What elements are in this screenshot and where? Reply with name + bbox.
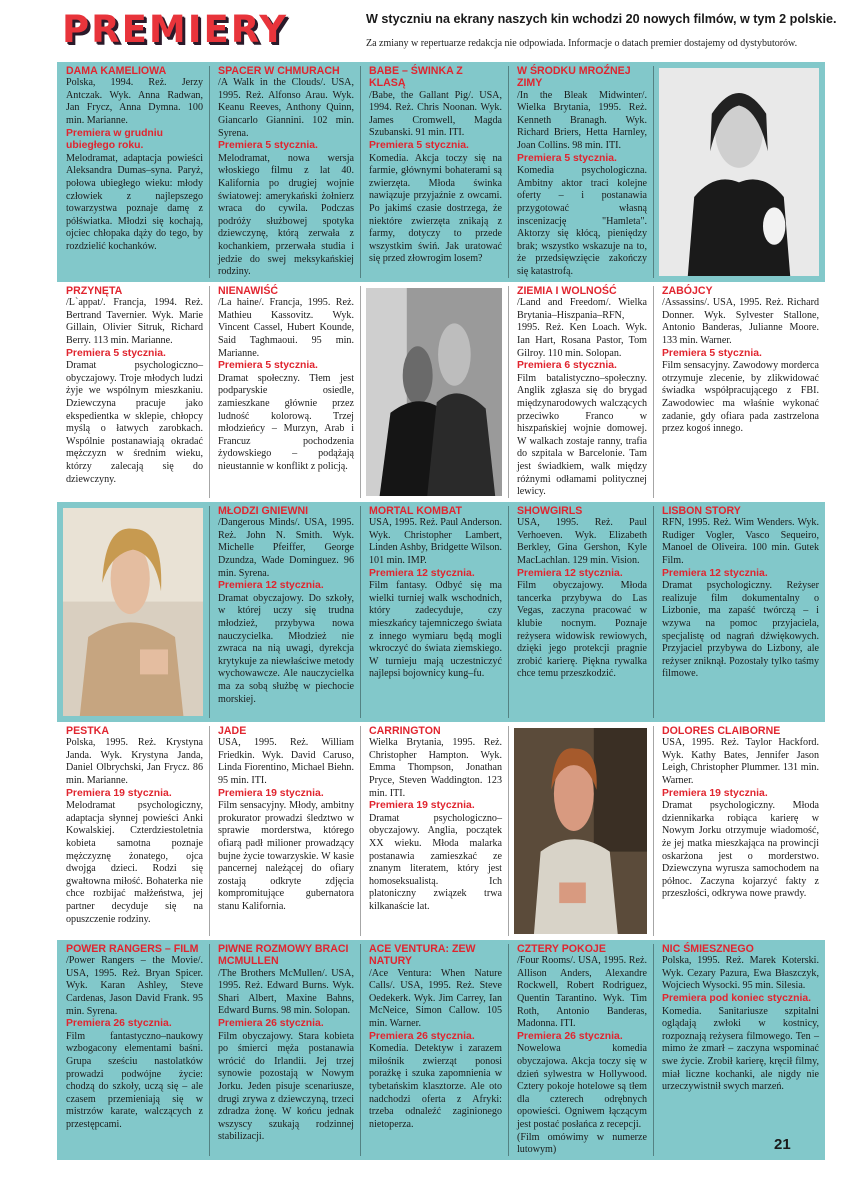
film-entry <box>508 502 653 722</box>
kathy-bates-photo <box>514 728 647 934</box>
film-credits: /Power Rangers – the Movie/. USA, 1995. Reż. Bryan Spicer. Wyk. Karan Ashley, Steve Cardenas, Jason David Frank. 95 min. Syrena. <box>66 955 203 1017</box>
column-divider <box>653 66 654 278</box>
column-divider <box>209 944 210 1156</box>
column-divider <box>508 726 509 936</box>
film-description: Komedia. Sanitariusze szpitalni oglądają zwłoki w kostnicy, rozpoznają reżysera filmowego. Ten – mimo że zmarł – zaczyna wspominać swe życie. Zrobił karierę, kręcił filmy, miał liczne kochanki, ale nigdy nie urzeczywistnił swych marzeń. <box>662 1005 819 1093</box>
film-title: BABE – ŚWINKA Z KLASĄ <box>369 65 463 90</box>
premiere-date: Premiera 6 stycznia. <box>517 360 617 372</box>
film-title: POWER RANGERS – FILM <box>66 943 199 955</box>
film-title: CZTERY POKOJE <box>517 943 606 955</box>
la-haine-film-still-photo <box>366 288 502 496</box>
film-description: Film batalistyczno–społeczny. Anglik zgłasza się do brygad międzynarodowych walczących przeciwko Franco w hiszpańskiej wojnie domowej. W walkach zostaje ranny, trafia do szpitala w Barcelonie. Tam jest świadkiem, walk między różnymi odłamami politycznej lewicy. <box>517 372 647 498</box>
section-logo: PREMIERY <box>62 8 289 51</box>
premiere-date: Premiera 12 stycznia. <box>662 567 768 579</box>
film-title: W ŚRODKU MROŹNEJ ZIMY <box>517 65 631 90</box>
premiere-date: Premiera 19 stycznia. <box>662 787 768 799</box>
premiere-date: Premiera 19 stycznia. <box>218 787 324 799</box>
film-entry <box>360 940 508 1160</box>
film-credits: /A Walk in the Clouds/. USA, 1995. Reż. Alfonso Arau. Wyk. Keanu Reeves, Anthony Quinn, Giancarlo Giannini. 102 min. Syrena. <box>218 77 354 139</box>
premiere-date: Premiera 5 stycznia. <box>517 152 617 164</box>
film-note: (Film omówimy w numerze lutowym) <box>517 1131 647 1156</box>
film-credits: Polska, 1995. Reż. Marek Koterski. Wyk. Cezary Pazura, Ewa Błaszczyk, Wojciech Wysocki. 95 min. Silesia. <box>662 955 819 992</box>
film-title: MORTAL KOMBAT <box>369 505 462 517</box>
film-credits: Wielka Brytania, 1995. Reż. Christopher Hampton. Wyk. Emma Thompson, Jonathan Pryce, Steven Waddington. 123 min. ITI. <box>369 737 502 799</box>
column-divider <box>209 506 210 718</box>
film-credits: /Babe, the Gallant Pig/. USA, 1994. Reż. Chris Noonan. Wyk. James Cromwell, Magda Szubanski. 91 min. ITI. <box>369 89 502 139</box>
film-credits: USA, 1995. Reż. William Friedkin. Wyk. David Caruso, Linda Fiorentino, Michael Biehn. 95 min. ITI. <box>218 737 354 787</box>
column-divider <box>360 66 361 278</box>
premiere-date: Premiera pod koniec stycznia. <box>662 993 811 1005</box>
film-entry <box>209 62 360 282</box>
disclaimer: Za zmiany w repertuarze redakcja nie odpowiada. Informacje o datach premier dostajemy od dystybutorów. <box>366 38 798 49</box>
premiere-date: Premiera 5 stycznia. <box>662 347 762 359</box>
film-entry <box>653 282 825 502</box>
film-entry <box>508 940 653 1160</box>
premiere-date: Premiera 5 stycznia. <box>369 139 469 151</box>
film-title: NIC ŚMIESZNEGO <box>662 943 754 955</box>
film-description: Melodramat psychologiczny, adaptacja słynnej powieści Anki Kowalskiej. Czterdziestoletnia kobieta samotna poznaje mężczyznę żonatego, ojca dwojga dzieci. Rodzi się gwałtowna miłość. Bohaterka nie chce rozbijać małżeństwa, jej partner decyduje się na opuszczenie rodziny. <box>66 800 203 925</box>
premiere-date: Premiera 26 stycznia. <box>66 1018 172 1030</box>
column-divider <box>653 726 654 936</box>
film-description: Film obyczajowy. Stara kobieta po śmierci męża postanawia wrócić do Irlandii. Jej trzej synowie pozostają w Nowym Jorku. Jeden pisuje scenariusze, drugi zrywa z dziewczyną, trzeci zdradza żonę. W końcu jednak wszyscy szukają rodzinnej stabilizacji. <box>218 1030 354 1143</box>
film-description: Komedia. Detektyw i zarazem miłośnik zwierząt ponosi porażkę i szuka zapomnienia w tybetańskim klasztorze. Ale oto nadchodzi oferta z Afryki: trzeba odnaleźć zaginionego nietoperza. <box>369 1043 502 1130</box>
film-credits: /The Brothers McMullen/. USA, 1995. Reż. Edward Burns. Wyk. Shari Albert, Maxine Bahns, Edward Burns. 98 min. Solopan. <box>218 967 354 1017</box>
film-description: Film sensacyjny. Młody, ambitny prokurator prowadzi śledztwo w sprawie morderstwa, którego ofiarą padł milioner prowadzący bujne życie towarzyskie. W kasie pancernej należącej do ofiary zostają odkryte zdjęcia kompromitujące gubernatora stanu Kalifornia. <box>218 800 354 913</box>
film-entry <box>360 62 508 282</box>
film-description: Film sensacyjny. Zawodowy morderca otrzymuje zlecenie, by zlikwidować świadka współpracującego z FBI. Zawodowiec ma właśnie wykonać zadanie, gdy ofiara pada zastrzelona przez kogoś innego. <box>662 360 819 435</box>
film-credits: /In the Bleak Midwinter/. Wielka Brytania, 1995. Reż. Kenneth Branagh. Wyk. Richard Briers, Hetta Harnley, Joan Collins. 98 min. ITI. <box>517 89 647 151</box>
column-divider <box>508 944 509 1156</box>
film-description: Dramat społeczny. Tłem jest podparyskie osiedle, zamieszkane głównie przez ludność kolorową. Trzej młodzieńcy – Murzyn, Arab i Francuz pochodzenia żydowskiego – podążają nieustannie w konflikt z policją. <box>218 372 354 473</box>
film-title: DOLORES CLAIBORNE <box>662 725 781 737</box>
premiere-date: Premiera 12 stycznia. <box>517 567 623 579</box>
film-title: CARRINGTON <box>369 725 441 737</box>
film-entry <box>57 62 209 282</box>
film-entry <box>508 282 653 502</box>
film-credits: Polska, 1994. Reż. Jerzy Antczak. Wyk. Anna Radwan, Jan Frycz, Anna Dymna. 100 min. Marianne. <box>66 77 203 127</box>
film-credits: USA, 1995. Reż. Paul Verhoeven. Wyk. Elizabeth Berkley, Gina Gershon, Kyle MacLachlan. 129 min. Vision. <box>517 517 647 567</box>
column-divider <box>508 506 509 718</box>
film-description: Film obyczajowy. Młoda tancerka przybywa do Las Vegas, zaczyna pracować w klubie nocnym. Poznaje reżysera widowisk rewiowych, dzięki jego protekcji pragnie zrobić karierę. Piękna rywalka chce temu przeszkodzić. <box>517 580 647 680</box>
film-title: NIENAWIŚĆ <box>218 285 279 297</box>
film-credits: USA, 1995. Reż. Taylor Hackford. Wyk. Kathy Bates, Jennifer Jason Leigh, Christopher Plummer. 131 min. Warner. <box>662 737 819 787</box>
film-title: SHOWGIRLS <box>517 505 583 517</box>
film-entry <box>508 62 653 282</box>
film-entry <box>57 940 209 1160</box>
film-description: Film fantasy. Odbyć się ma wielki turniej walk wschodnich, który zadecyduje, czy mieszkańcy tajemniczego świata z innego wymiaru będą mogli wkroczyć do świata ziemskiego. W turnieju mają uczestniczyć najlepsi bojownicy kung–fu. <box>369 580 502 680</box>
column-divider <box>360 286 361 498</box>
film-entry <box>360 502 508 722</box>
film-title: JADE <box>218 725 247 737</box>
column-divider <box>653 944 654 1156</box>
film-title: ZIEMIA I WOLNOŚĆ <box>517 285 617 297</box>
premiere-date: Premiera 26 stycznia. <box>369 1030 475 1042</box>
column-divider <box>360 506 361 718</box>
premiere-date: Premiera 26 stycznia. <box>517 1030 623 1042</box>
film-description: Melodramat, adaptacja powieści Aleksandra Dumas–syna. Paryż, połowa ubiegłego wieku: młody człowiek z najlepszego towarzystwa poznaje damę z półświatka. Młodzi się kochają, ojciec chłopaka dąży do tego, by rozdzielić kochanków. <box>66 152 203 253</box>
film-description: Film fantastyczno–naukowy wzbogacony elementami baśni. Grupa sześciu nastolatków prowadzi podwójne życie: chodzą do szkoły, uczą się – ale czasem przemieniają się w mistrzów karate, walczących z przestępcami. <box>66 1030 203 1131</box>
column-divider <box>508 286 509 498</box>
film-title: DAMA KAMELIOWA <box>66 65 167 77</box>
film-credits: /Dangerous Minds/. USA, 1995. Reż. John N. Smith. Wyk. Michelle Pfeiffer, George Dzundza, Wade Dominguez. 96 min. Syrena. <box>218 517 354 579</box>
film-entry <box>360 722 508 940</box>
film-credits: USA, 1995. Reż. Paul Anderson. Wyk. Christopher Lambert, Linden Ashby, Bridgette Wilson. 101 min. IMP. <box>369 517 502 567</box>
film-credits: /Ace Ventura: When Nature Calls/. USA, 1995. Reż. Steve Oedekerk. Wyk. Jim Carrey, Ian McNeice, Simon Callow. 105 min. Warner. <box>369 967 502 1029</box>
film-entry <box>653 940 825 1160</box>
column-divider <box>653 506 654 718</box>
film-description: Melodramat, nowa wersja włoskiego filmu z lat 40. Kalifornia po drugiej wojnie światowej: amerykański żołnierz wraca do cywila. Podczas podróży służbowej spotyka dziewczynę, którą zerwała z kochankiem, przerwała studia i jedzie do swej meksykańskiej rodziny. <box>218 152 354 278</box>
film-description: Dramat psychologiczno–obyczajowy. Troje młodych ludzi żyje we wspólnym mieszkaniu. Dziewczyna pracuje jako ekspedientka w sklepie, chłopcy myślą o łatwych zarobkach. Wspólnie postanawiają okradać mężczyzn w średnim wieku, którzy zalecają się do dziewczyny. <box>66 360 203 485</box>
michelle-pfeiffer-photo <box>63 508 203 716</box>
premiere-date: Premiera w grudniu ubiegłego roku. <box>66 127 164 152</box>
film-description: Dramat psychologiczny. Reżyser realizuje film dokumentalny o Lizbonie, ma zapaść twórczą – i wzywa na pomoc przyjaciela, specjalistę od nagrań dźwiękowych. Przyjaciel przybywa do Lizbony, ale reżyser zniknął. Pozostały tylko taśmy filmowe. <box>662 580 819 680</box>
film-description: Dramat psychologiczno–obyczajowy. Anglia, początek XX wieku. Młoda malarka postanawia zamieszkać ze znanym literatem, który jest homoseksualistą. Ich platoniczny związek trwa kilkanaście lat. <box>369 812 502 913</box>
film-description: Komedia. Akcja toczy się na farmie, głównymi bohaterami są zwierzęta. Młoda świnka nawiązuje przyjaźnie z owcami. Po jakimś czasie dostrzega, że niektóre zwierzęta znikają z farmy, dotyczy to przede wszystkim świń. Jak uratować się przed złowrogim losem? <box>369 152 502 265</box>
actor-portrait-photo <box>659 68 819 276</box>
film-description: Komedia psychologiczna. Ambitny aktor traci kolejne oferty – i postanawia przygotować własną inscenizację "Hamleta". Aktorzy się kłócą, pieniędzy brak; wszystko wskazuje na to, że przedsięwzięcie zakończy się katastrofą. <box>517 165 647 277</box>
film-title: SPACER W CHMURACH <box>218 65 340 77</box>
film-credits: RFN, 1995. Reż. Wim Wenders. Wyk. Rudiger Vogler, Vasco Sequeiro, Manoel de Oliveira. 100 min. Gutek Film. <box>662 517 819 567</box>
column-divider <box>360 944 361 1156</box>
column-divider <box>508 66 509 278</box>
film-entry <box>209 940 360 1160</box>
film-credits: /Land and Freedom/. Wielka Brytania–Hiszpania–RFN, 1995. Reż. Ken Loach. Wyk. Ian Hart, Rosana Pastor, Tom Gilroy. 110 min. Solopan. <box>517 297 647 359</box>
column-divider <box>209 66 210 278</box>
page-header <box>0 0 855 62</box>
premiere-date: Premiera 12 stycznia. <box>369 567 475 579</box>
film-title: ZABÓJCY <box>662 285 713 297</box>
film-entry <box>57 722 209 940</box>
film-title: ACE VENTURA: ZEW NATURY <box>369 943 476 968</box>
film-title: LISBON STORY <box>662 505 741 517</box>
film-title: PIWNE ROZMOWY BRACI MCMULLEN <box>218 943 349 968</box>
premiere-date: Premiera 19 stycznia. <box>369 800 475 812</box>
film-title: PESTKA <box>66 725 109 737</box>
film-credits: Polska, 1995. Reż. Krystyna Janda. Wyk. Krystyna Janda, Daniel Olbrychski, Jan Frycz. 86 min. Marianne. <box>66 737 203 787</box>
film-title: PRZYNĘTA <box>66 285 123 297</box>
film-entry <box>209 722 360 940</box>
film-credits: /L`appat/. Francja, 1994. Reż. Bertrand Tavernier. Wyk. Marie Gillain, Olivier Sitruk, Richard Berry. 113 min. Marianne. <box>66 297 203 347</box>
column-divider <box>653 286 654 498</box>
premiere-date: Premiera 26 stycznia. <box>218 1017 324 1029</box>
column-divider <box>209 726 210 936</box>
premiere-date: Premiera 12 stycznia. <box>218 580 324 592</box>
film-credits: /Assassins/. USA, 1995. Reż. Richard Donner. Wyk. Sylvester Stallone, Antonio Banderas, Julianne Moore. 133 min. Warner. <box>662 297 819 347</box>
film-entry <box>57 282 209 502</box>
film-credits: /La haine/. Francja, 1995. Reż. Mathieu Kassovitz. Wyk. Vincent Cassel, Hubert Kounde, Said Taghmaoui. 95 min. Marianne. <box>218 297 354 359</box>
film-description: Dramat psychologiczny. Młoda dziennikarka robiąca karierę w Nowym Jorku otrzymuje wiadomość, że jej matka mieszkająca na prowincji oskarżona jest o morderstwo. Dziewczyna wyrusza samochodem na północ. Zaczyna kojarzyć fakty z przeszłości, odkrywa nowe prawdy. <box>662 800 819 900</box>
page-number: 21 <box>774 1136 791 1153</box>
premiere-date: Premiera 5 stycznia. <box>218 360 318 372</box>
premiere-date: Premiera 5 stycznia. <box>66 347 166 359</box>
film-title: MŁODZI GNIEWNI <box>218 505 309 517</box>
premiere-date: Premiera 5 stycznia. <box>218 140 318 152</box>
premiere-date: Premiera 19 stycznia. <box>66 787 172 799</box>
film-entry <box>653 502 825 722</box>
film-description: Nowelowa komedia obyczajowa. Akcja toczy się w dzień sylwestra w Hollywood. Cztery pokoje hotelowe są tłem dla czterech odrębnych opowieści. Ogniwem łączącym jest postać posłańca z recepcji. <box>517 1043 647 1131</box>
column-divider <box>209 286 210 498</box>
film-credits: /Four Rooms/. USA, 1995. Reż. Allison Anders, Alexandre Rockwell, Robert Rodriguez, Quentin Tarantino. Wyk. Tim Roth, Antonio Banderas, Madonna. ITI. <box>517 955 647 1030</box>
film-entry <box>653 722 825 940</box>
film-entry <box>209 502 360 722</box>
film-description: Dramat obyczajowy. Do szkoły, w której uczy się trudna młodzież, przybywa nowa nauczycielka. Młodzież nie zwraca na nią uwagi, dyrekcja krytykuje za niewłaściwe metody wychowawcze. Ale nauczycielka ma za sobą służbę w piechocie morskiej. <box>218 592 354 705</box>
column-divider <box>360 726 361 936</box>
headline: W styczniu na ekrany naszych kin wchodzi 20 nowych filmów, w tym 2 polskie. <box>366 12 837 26</box>
film-entry <box>209 282 360 502</box>
